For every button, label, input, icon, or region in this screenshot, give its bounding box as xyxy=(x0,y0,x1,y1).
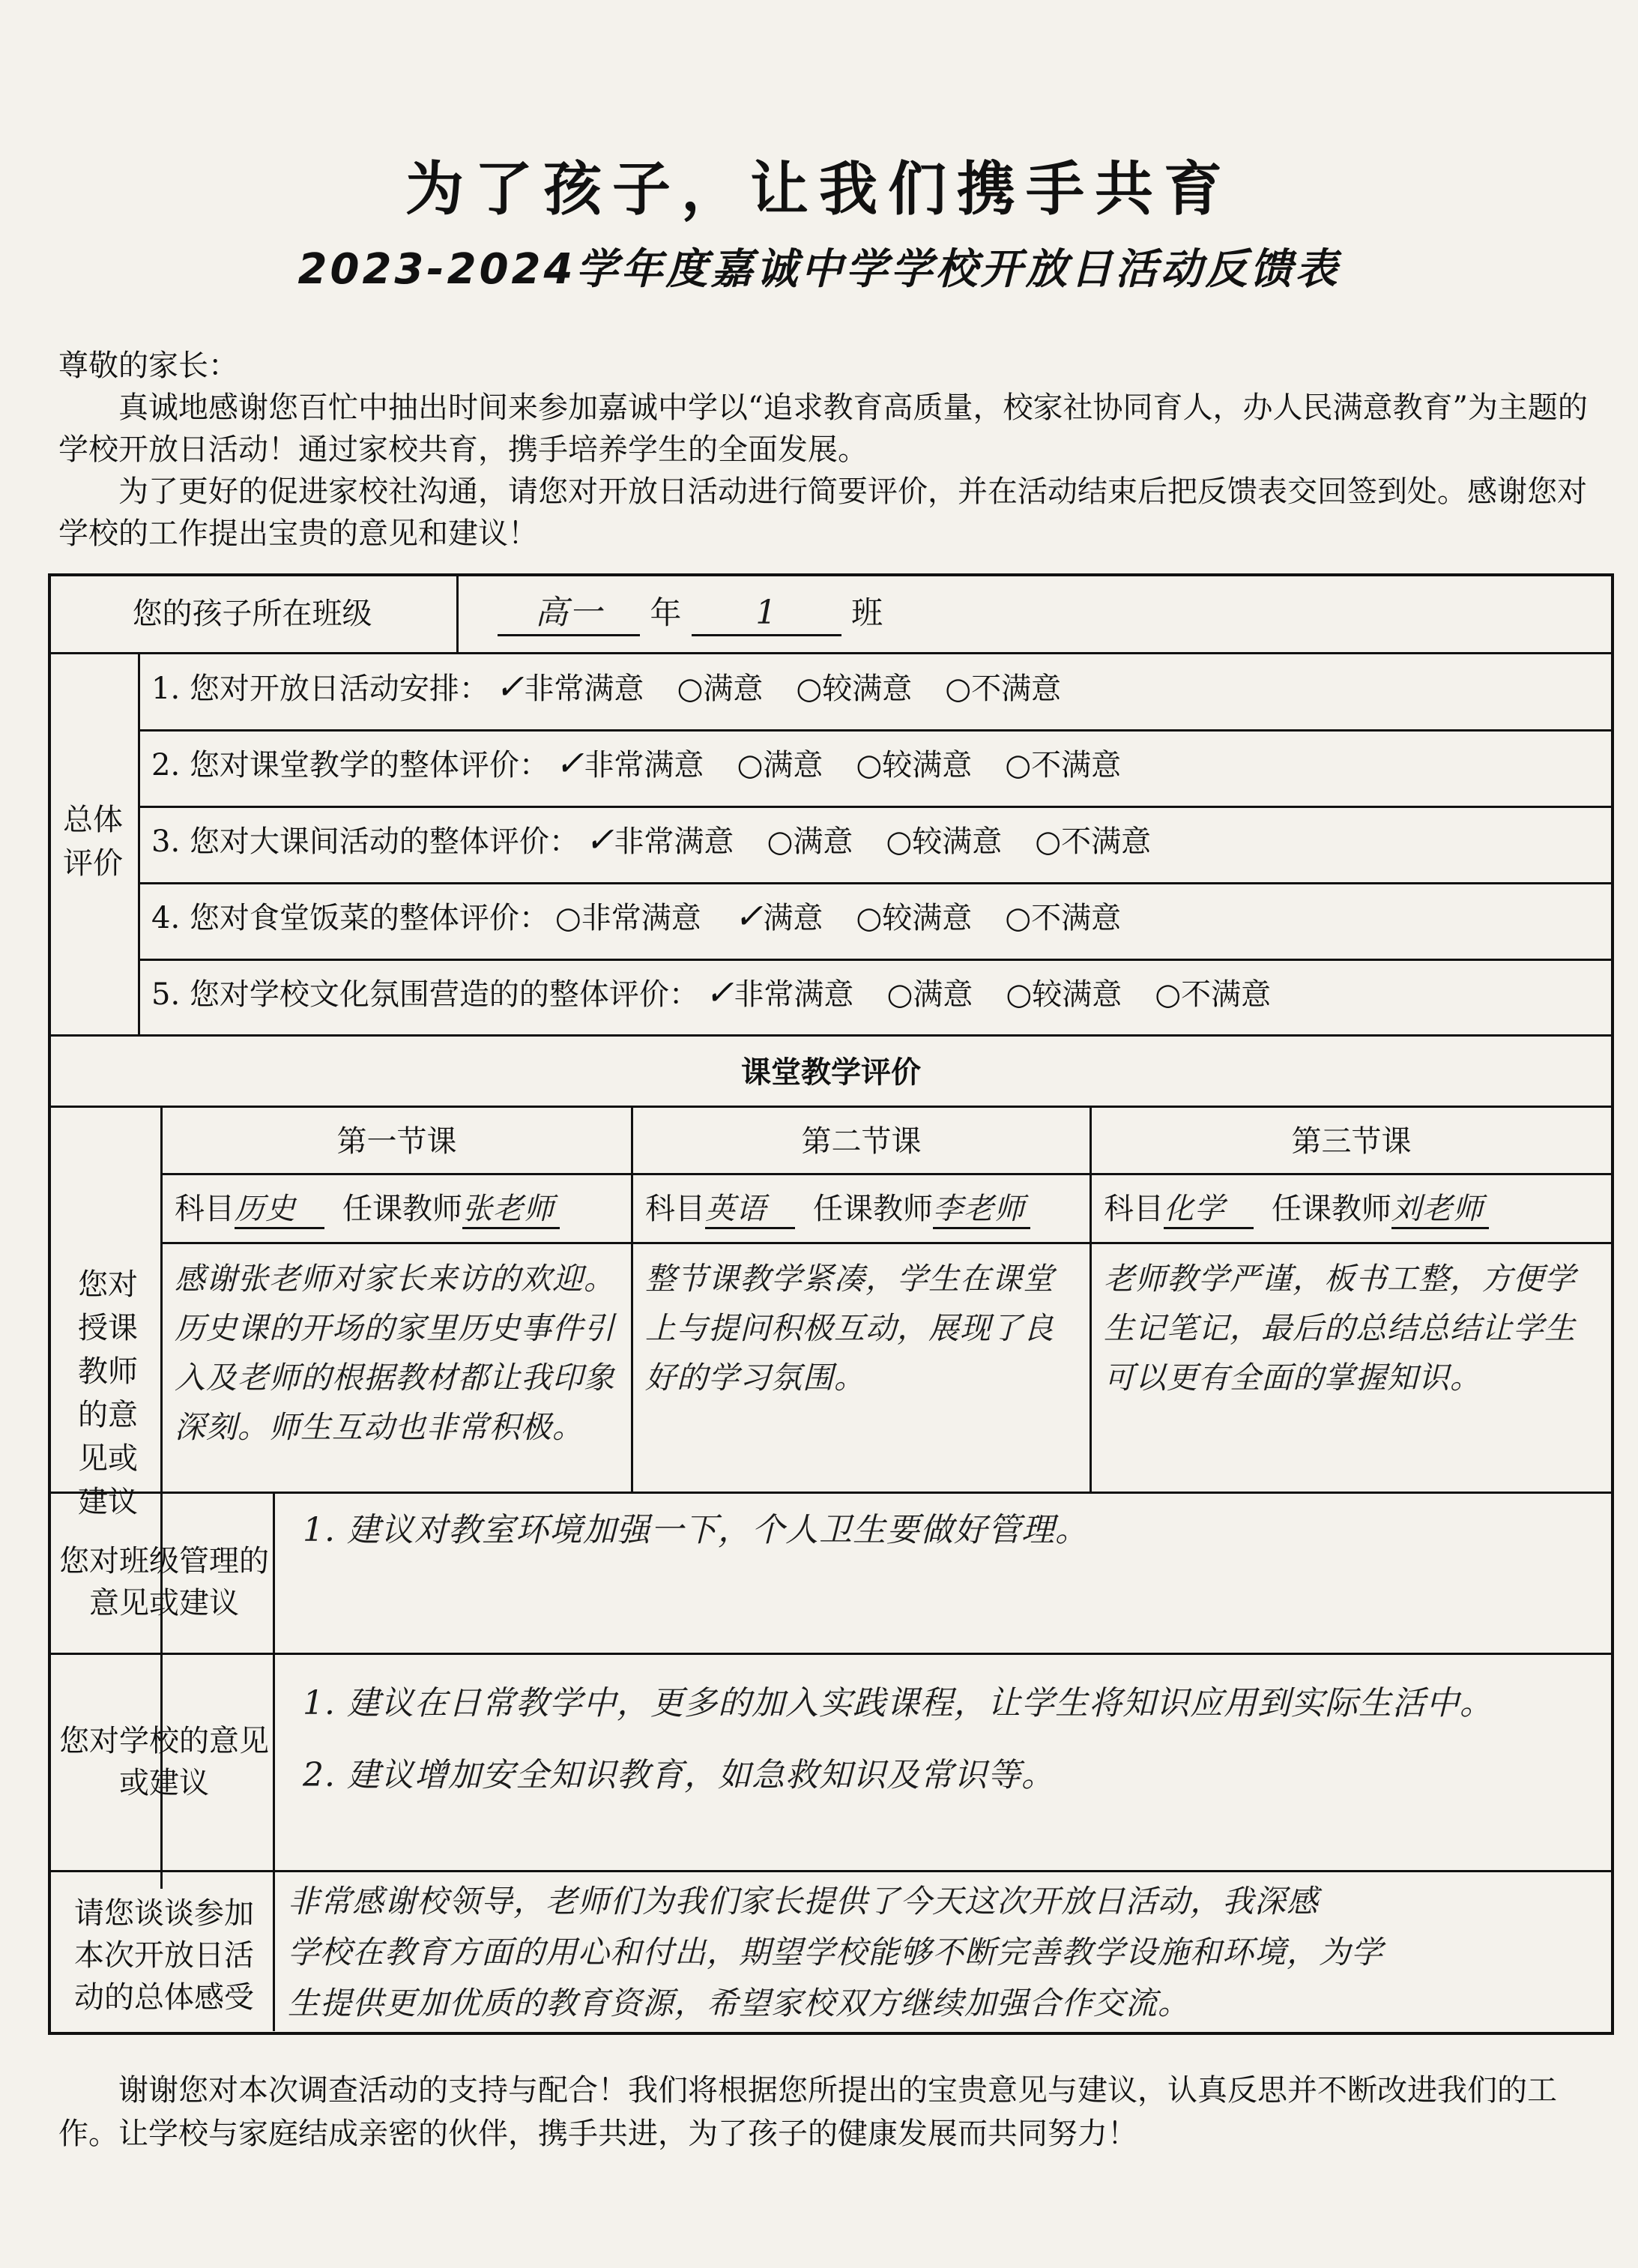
overall-feeling-answer[interactable] xyxy=(288,1876,1607,2029)
lesson-subject-row-1 xyxy=(175,1189,628,1229)
question-text: 4. 您对食堂饭菜的整体评价： xyxy=(151,901,549,935)
school-advice-line-2: 2. 建议增加安全知识教育，如急救知识及常识等。 xyxy=(303,1756,1055,1794)
radio-circle-icon: ○ xyxy=(1155,977,1182,1012)
subject-label: 科目 xyxy=(175,1192,235,1226)
option-radio[interactable] xyxy=(856,901,972,935)
option-label: 满意 xyxy=(703,672,764,706)
overall-feeling-line-3: 生提供更加优质的教育资源，希望家校双方继续加强合作交流。 xyxy=(288,1985,1191,2021)
question-text: 2. 您对课堂教学的整体评价： xyxy=(151,748,549,782)
teacher-label: 任课教师 xyxy=(1272,1192,1391,1226)
option-radio[interactable] xyxy=(1005,901,1121,935)
option-label: 不满意 xyxy=(1031,748,1122,782)
lesson-comment-3[interactable]: 老师教学严谨，板书工整，方便学生记笔记，最后的总结总结让学生可以更有全面的掌握知识。 xyxy=(1104,1261,1576,1396)
radio-circle-icon: ○ xyxy=(1035,824,1062,859)
teacher-value[interactable]: 李老师 xyxy=(933,1191,1030,1229)
option-label: 非常满意 xyxy=(614,824,734,859)
school-advice-answer[interactable] xyxy=(303,1668,1592,1812)
radio-circle-icon: ○ xyxy=(737,748,764,782)
overall-feeling-line-1: 非常感谢校领导，老师们为我们家长提供了今天这次开放日活动，我深感 xyxy=(288,1883,1320,1919)
lesson-title-2: 第二节课 xyxy=(801,1124,922,1159)
intro-paragraph-1: 真诚地感谢您百忙中抽出时间来参加嘉诚中学以“追求教育高质量，校家社协同育人，办人民满意教育”为主题的学校开放日活动！通过家校共育，携手培养学生的全面发展。 xyxy=(58,390,1588,467)
radio-circle-icon: ○ xyxy=(856,748,883,782)
radio-circle-icon: ○ xyxy=(796,672,823,706)
radio-circle-icon: ○ xyxy=(1005,748,1032,782)
overall-feeling-label: 请您谈谈参加本次开放日活动的总体感受 xyxy=(74,1896,254,2015)
check-mark-icon: ✓ xyxy=(734,896,764,936)
option-radio[interactable] xyxy=(1155,977,1271,1012)
radio-circle-icon: ○ xyxy=(1006,977,1033,1012)
option-radio[interactable] xyxy=(734,896,823,936)
option-radio[interactable] xyxy=(767,824,853,859)
option-label: 较满意 xyxy=(882,748,973,782)
lesson-subject-row-2 xyxy=(645,1189,1087,1229)
overall-question-4 xyxy=(151,896,1121,938)
subject-value[interactable]: 化学 xyxy=(1164,1191,1254,1229)
radio-circle-icon: ○ xyxy=(856,901,883,935)
option-label: 满意 xyxy=(913,977,973,1012)
option-label: 较满意 xyxy=(912,824,1003,859)
lesson-comment-2[interactable]: 整节课教学紧凑，学生在课堂上与提问积极互动，展现了良好的学习氛围。 xyxy=(645,1261,1054,1396)
option-label: 较满意 xyxy=(822,672,913,706)
option-label: 满意 xyxy=(793,824,853,859)
option-label: 非常满意 xyxy=(581,901,701,935)
question-text: 3. 您对大课间活动的整体评价： xyxy=(151,824,579,859)
radio-circle-icon: ○ xyxy=(886,977,913,1012)
classroom-section-title: 课堂教学评价 xyxy=(741,1055,921,1090)
class-field xyxy=(498,588,883,636)
option-radio[interactable] xyxy=(555,901,701,935)
teacher-value[interactable]: 张老师 xyxy=(462,1191,560,1229)
footer-paragraph: 谢谢您对本次调查活动的支持与配合！我们将根据您所提出的宝贵意见与建议，认真反思并不断改进我们的工作。让学校与家庭结成亲密的伙伴，携手共进，为了孩子的健康发展而共同努力！ xyxy=(58,2073,1557,2151)
overall-question-1 xyxy=(151,667,1061,708)
radio-circle-icon: ○ xyxy=(886,824,913,859)
subject-value[interactable]: 历史 xyxy=(235,1191,324,1229)
feedback-table xyxy=(48,573,1614,2035)
option-label: 不满意 xyxy=(971,672,1062,706)
subject-value[interactable]: 英语 xyxy=(705,1191,795,1229)
option-radio[interactable] xyxy=(737,748,823,782)
radio-circle-icon: ○ xyxy=(677,672,704,706)
teacher-label: 任课教师 xyxy=(813,1192,933,1226)
option-radio[interactable] xyxy=(704,972,854,1013)
overall-question-5 xyxy=(151,973,1271,1014)
lesson-subject-row-3 xyxy=(1104,1189,1608,1229)
teacher-label: 任课教师 xyxy=(342,1192,462,1226)
class-management-answer[interactable] xyxy=(303,1503,1592,1558)
option-radio[interactable] xyxy=(584,819,734,860)
option-radio[interactable] xyxy=(856,748,972,782)
greeting: 尊敬的家长： xyxy=(58,349,238,383)
overall-question-3 xyxy=(151,820,1151,861)
radio-circle-icon: ○ xyxy=(1005,901,1032,935)
option-label: 不满意 xyxy=(1181,977,1272,1012)
option-radio[interactable] xyxy=(1005,748,1121,782)
check-mark-icon: ✓ xyxy=(704,972,734,1013)
subject-label: 科目 xyxy=(645,1192,705,1226)
footer-text xyxy=(58,2069,1602,2156)
option-radio[interactable] xyxy=(1006,977,1122,1012)
class-management-line-1: 1. 建议对教室环境加强一下，个人卫生要做好管理。 xyxy=(303,1511,1089,1549)
school-advice-line-1: 1. 建议在日常教学中，更多的加入实践课程，让学生将知识应用到实际生活中。 xyxy=(303,1684,1493,1722)
intro-paragraph-2: 为了更好的促进家校社沟通，请您对开放日活动进行简要评价，并在活动结束后把反馈表交回签到处。感谢您对学校的工作提出宝贵的意见和建议！ xyxy=(58,474,1587,551)
grade-suffix: 年 xyxy=(650,594,682,631)
lesson-title-3: 第三节课 xyxy=(1291,1124,1412,1159)
class-suffix: 班 xyxy=(851,594,883,631)
check-mark-icon: ✓ xyxy=(584,819,614,860)
option-label: 不满意 xyxy=(1061,824,1152,859)
lesson-comment-1[interactable]: 感谢张老师对家长来访的欢迎。历史课的开场的家里历史事件引入及老师的根据教材都让我印象深刻。师生互动也非常积极。 xyxy=(175,1261,615,1445)
radio-circle-icon: ○ xyxy=(554,901,581,935)
teacher-value[interactable]: 刘老师 xyxy=(1391,1191,1489,1229)
grade-value[interactable]: 高一 xyxy=(498,592,640,636)
question-text: 5. 您对学校文化氛围营造的的整体评价： xyxy=(151,977,699,1012)
radio-circle-icon: ○ xyxy=(945,672,972,706)
option-label: 满意 xyxy=(763,901,823,935)
option-label: 较满意 xyxy=(882,901,973,935)
class-management-label: 您对班级管理的意见或建议 xyxy=(59,1544,269,1620)
option-label: 不满意 xyxy=(1031,901,1122,935)
page-title: 为了孩子，让我们携手共育 xyxy=(405,156,1233,223)
overall-label: 总体评价 xyxy=(63,803,123,881)
option-radio[interactable] xyxy=(677,672,763,706)
option-radio[interactable] xyxy=(886,977,973,1012)
option-radio[interactable] xyxy=(1035,824,1151,859)
option-radio[interactable] xyxy=(886,824,1002,859)
teacher-opinion-label: 您对授课教师的意见或建议 xyxy=(78,1267,138,1519)
class-value[interactable]: 1 xyxy=(692,592,841,636)
option-radio[interactable] xyxy=(554,743,704,783)
option-radio[interactable] xyxy=(495,666,644,707)
radio-circle-icon: ○ xyxy=(767,824,794,859)
subject-label: 科目 xyxy=(1104,1192,1164,1226)
option-label: 非常满意 xyxy=(524,672,644,706)
lesson-title-1: 第一节课 xyxy=(336,1124,457,1159)
option-label: 非常满意 xyxy=(584,748,704,782)
page-subtitle: 2023-2024学年度嘉诚中学学校开放日活动反馈表 xyxy=(297,245,1341,294)
intro-text xyxy=(58,345,1602,555)
option-radio[interactable] xyxy=(796,672,912,706)
overall-question-2 xyxy=(151,744,1121,785)
school-advice-label: 您对学校的意见或建议 xyxy=(59,1724,269,1800)
check-mark-icon: ✓ xyxy=(554,743,584,783)
check-mark-icon: ✓ xyxy=(495,666,525,707)
option-label: 较满意 xyxy=(1032,977,1122,1012)
class-label: 您的孩子所在班级 xyxy=(132,597,372,631)
option-radio[interactable] xyxy=(945,672,1061,706)
question-text: 1. 您对开放日活动安排： xyxy=(151,672,489,706)
overall-feeling-line-2: 学校在教育方面的用心和付出，期望学校能够不断完善教学设施和环境，为学 xyxy=(288,1934,1384,1970)
option-label: 满意 xyxy=(763,748,823,782)
option-label: 非常满意 xyxy=(734,977,854,1012)
